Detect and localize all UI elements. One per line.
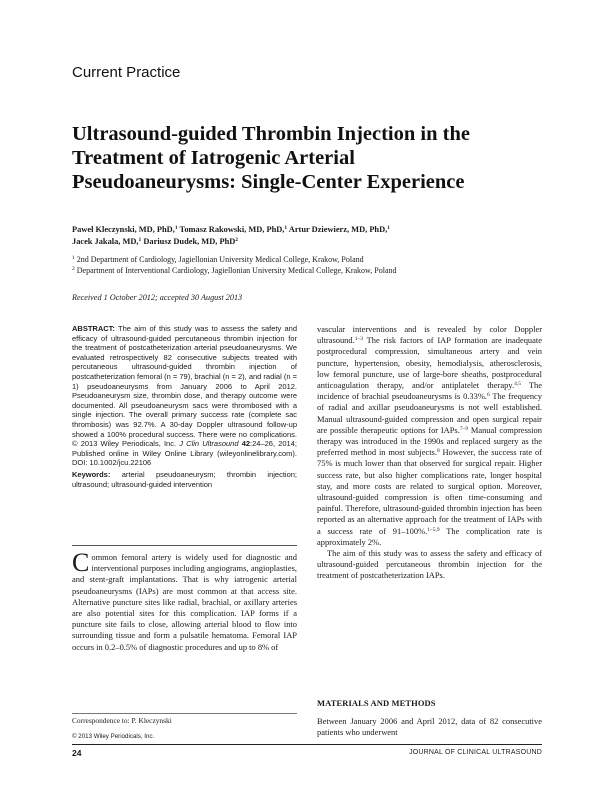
footer-rule [72,744,542,745]
author-affil-sup: 1 [387,225,390,231]
methods-text [317,716,542,738]
citation-sup: 1–3 [354,336,363,343]
page-number: 24 [72,748,82,758]
text-run: vascular interventions and is revealed by color Doppler ultrasound. [317,324,542,346]
copyright-note: © 2013 Wiley Periodicals, Inc. [72,733,155,740]
section-label: Current Practice [72,64,181,81]
citation-volume: 42 [241,439,251,449]
introduction-left-column [72,548,297,653]
title-line-1: Ultrasound-guided Thrombin Injection in the [72,123,470,145]
citation-sup: 1–5,9 [427,526,440,533]
keywords-label: Keywords: [72,469,111,479]
affiliations [72,254,542,276]
abstract [72,324,297,491]
article-title [72,122,542,194]
title-line-2: Treatment of Iatrogenic Arterial [72,147,355,169]
author-affil-sup: 1 [284,225,288,231]
introduction-right-column [317,324,542,582]
received-dates: Received 1 October 2012; accepted 30 August 2013 [72,293,243,302]
intro-continued-paragraph [317,324,542,548]
intro-paragraph [72,548,297,653]
abstract-body [72,324,297,468]
author: Tomasz Rakowski, MD, PhD, [179,225,285,234]
text-run: However, the success rate of 75% is much lower than that observed for surgical repair. Higher success rate, but also higher complications rate, longer hospital stay, and more costs are related to surgical option. Moreover, ultrasound-guided compression is often time-consuming and painful. Therefore, ultrasound-guided thrombin injection has been reported as an alternative approach for the treatment of IAPs with a success rate of 91–100%. [317,447,542,536]
keywords [72,470,297,489]
abstract-divider [72,545,297,546]
author: Dariusz Dudek, MD, PhD [143,237,236,246]
affiliation-text: 2nd Department of Cardiology, Jagiellonian University Medical College, Krakow, Poland [76,255,364,264]
text-run: The frequency of radial and axillar pseudoaneurysms is not well established. Manual ultrasound-guided compression and open surgical repair are possible therapeutic options for IAPs. [317,391,543,435]
affiliation-text: Department of Interventional Cardiology, Jagiellonian University Medical College, Krakow, Poland [76,266,397,275]
text-run: The risk factors of IAP formation are inadequate postprocedural compression, simultaneous artery and vein puncture, hypertension, obesity, hemodialysis, atherosclerosis, low femoral puncture, use of large-bore sheaths, postprocedural anticoagulation therapy, and/or antiplatelet therapy. [317,335,542,391]
author-list [72,224,542,248]
citation-sup: 4,5 [514,381,521,388]
author-affil-sup: 1 [174,225,178,231]
affiliation-sup: 2 [72,266,75,272]
affiliation-sup: 1 [72,255,75,261]
journal-name: JOURNAL OF CLINICAL ULTRASOUND [409,749,542,756]
drop-cap: C [72,548,90,577]
title-line-3: Pseudoaneurysms: Single-Center Experience [72,171,465,193]
methods-heading: MATERIALS AND METHODS [317,698,436,708]
author: Jacek Jakala, MD, [72,237,139,246]
text-run: Manual compression therapy was introduced in the 1990s and replaced surgery as the preferred method in most subjects. [317,424,542,458]
citation-sup: 7–9 [459,425,469,432]
affiliation [72,254,542,265]
citation-sup: 6 [486,392,490,399]
abstract-text: The aim of this study was to assess the safety and efficacy of ultrasound-guided percutaneous thrombin injection for the treatment of postcatheterization arterial pseudoaneurysms. We evaluated retrospectively 82 consecutive subjects treated with percutaneous ultrasound-guided thrombin injection of postcatheterization femoral (n = 79), brachial (n = 2), and radial (n = 1) pseudoaneurysms from January 2006 to April 2012. Pseudoaneurysm size, thrombin dose, and therapy outcome were documented. All pseudoaneurysm sacs were thrombosed with a single injection. The overall primary success rate (complete sac thrombosis) was 92.7%. A 30-day Doppler ultrasound follow-up showed a 100% procedural success. There were no complications. © 2013 Wiley Periodicals, Inc. [72,324,297,449]
text-run: The complication rate is approximately 2%. [317,525,542,547]
citation-sup: 8 [436,448,440,455]
text-run: The incidence of brachial pseudoaneurysms is 0.33%. [317,380,542,402]
author-affil-sup: 2 [235,237,239,243]
abstract-label: ABSTRACT: [72,324,115,333]
correspondence-note: Correspondence to: P. Kleczynski [72,716,172,725]
aim-paragraph: The aim of this study was to assess the safety and efficacy of ultrasound-guided percutaneous thrombin injection for the treatment of postcatheterization IAPs. [317,548,542,581]
citation-journal: J Clin Ultrasound [179,439,239,449]
author: Artur Dziewierz, MD, PhD, [288,225,388,234]
author-affil-sup: 1 [138,237,142,243]
keywords-text: arterial pseudoaneurysm; thrombin injection; ultrasound; ultrasound-guided intervention [72,469,298,489]
citation-details: :24–26, 2014; Published online in Wiley Online Library (wileyonlinelibrary.com). DOI: 10.1002/jcu.22106 [72,439,297,468]
author: Paweł Kleczynski, MD, PhD, [72,225,175,234]
methods-paragraph: Between January 2006 and April 2012, data of 82 consecutive patients who underwent [317,716,542,738]
affiliation [72,265,542,276]
intro-text: ommon femoral artery is widely used for diagnostic and interventional purposes including angiograms, angioplasties, and stent-graft implantations. That is why iatrogenic arterial pseudoaneurysms (IAPs) are most common at that access site. Alternative puncture sites like radial, brachial, or axillary arteries are also potential sites for this complication. IAP forms if a puncture site fails to close, allowing arterial blood to flow into surrounding tissue and form a pulsatile hematoma. Femoral IAP occurs in 0.2–0.5% of diagnostic procedures and up to 8% of [72,552,297,652]
footnote-divider [72,713,297,714]
